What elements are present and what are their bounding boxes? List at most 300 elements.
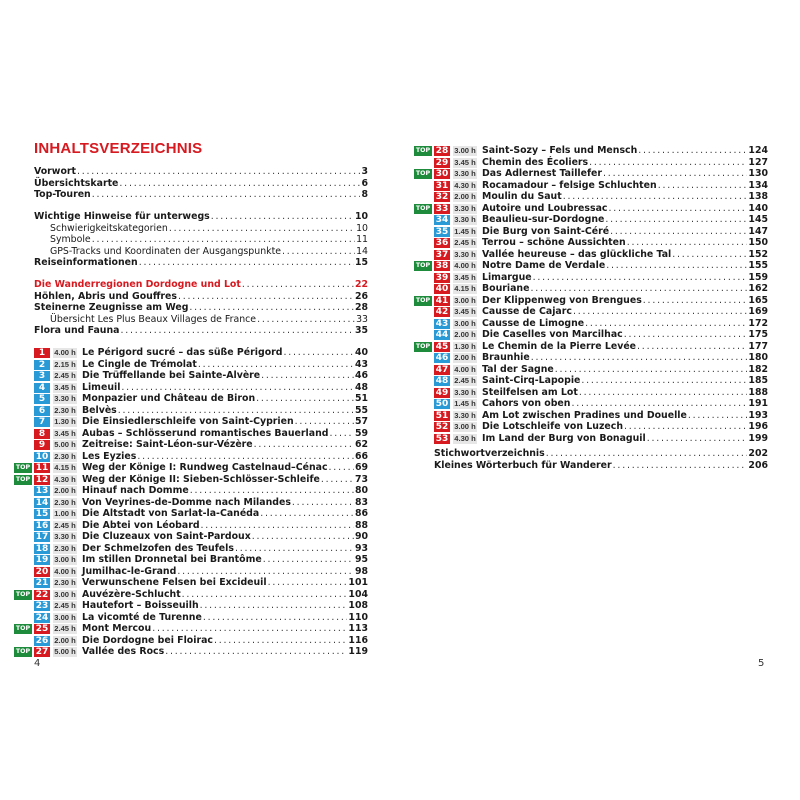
tour-duration: 3.00 h [454, 318, 476, 328]
tour-entry[interactable] [414, 295, 768, 307]
tour-page: 191 [748, 398, 768, 409]
tour-page: 119 [348, 646, 368, 657]
leader-dots [137, 451, 354, 463]
tour-title: Weg der Könige II: Sieben-Schlösser-Schleife [82, 473, 320, 485]
tour-number-badge: 35 [435, 226, 449, 237]
entry-title: Flora und Fauna [34, 325, 120, 336]
tour-entry[interactable] [14, 347, 368, 359]
tour-title: Notre Dame de Verdale [482, 260, 606, 271]
leader-dots [283, 347, 353, 359]
tour-duration: 3.00 h [454, 422, 476, 431]
tour-entry[interactable] [14, 646, 368, 658]
tour-number-badge: 15 [35, 509, 49, 519]
tour-page: 182 [748, 363, 768, 375]
hints-list [34, 211, 368, 269]
tour-entry[interactable] [14, 474, 368, 486]
tour-page: 116 [348, 634, 368, 646]
tour-duration: 1.45 h [454, 226, 476, 236]
tour-title: Die Altstadt von Sarlat-la-Canéda [82, 508, 260, 519]
tour-title: Die Lotschleife von Luzech [482, 421, 623, 432]
tour-title: Belvès [82, 404, 117, 416]
tour-number-badge: 28 [435, 146, 449, 156]
tour-duration: 3.30 h [454, 249, 476, 259]
leader-dots [603, 168, 747, 180]
toc-entry[interactable] [34, 223, 368, 235]
tour-entry[interactable] [14, 393, 368, 405]
tour-title: Vallée heureuse – das glückliche Tal [482, 248, 672, 260]
toc-entry[interactable] [34, 178, 368, 190]
toc-entry[interactable] [434, 448, 768, 460]
top-tour-badge: TOP [415, 204, 431, 212]
tour-title: Weg der Könige I: Rundweg Castelnaud–Cénac [82, 462, 328, 473]
tour-title: Le Cingle de Trémolat [82, 358, 197, 370]
tour-entry[interactable] [414, 318, 768, 330]
tour-number-badge: 4 [34, 383, 50, 393]
tour-number-badge: 36 [435, 238, 449, 248]
tour-duration: 2.45 h [54, 601, 76, 610]
entry-title: Übersichtskarte [34, 177, 119, 189]
tour-number-badge: 41 [435, 295, 449, 306]
top-tour-badge: TOP [415, 147, 431, 154]
tour-entry[interactable] [414, 272, 768, 284]
tour-title: Im Land der Burg von Bonaguil [482, 432, 646, 444]
entry-page: 33 [356, 313, 368, 325]
tour-title: Causse de Cajarc [482, 306, 572, 317]
tour-page: 193 [748, 409, 768, 421]
toc-entry[interactable] [34, 166, 368, 178]
tour-entry[interactable] [14, 589, 368, 601]
tour-entry[interactable] [414, 157, 768, 169]
tour-number-badge: 37 [435, 249, 449, 260]
entry-title: Stichwortverzeichnis [434, 448, 545, 459]
tour-entry[interactable] [414, 214, 768, 226]
tour-page: 180 [748, 352, 768, 363]
tour-title: Monpazier und Château de Biron [82, 393, 256, 404]
tour-page: 188 [748, 386, 768, 398]
tour-duration: 3.30 h [454, 169, 476, 178]
tour-duration: 4.30 h [454, 180, 476, 190]
entry-page: 3 [361, 166, 368, 177]
tour-duration: 3.45 h [54, 428, 76, 438]
tour-title: Causse de Limogne [482, 317, 585, 329]
top-tour-badge: TOP [415, 170, 431, 177]
leader-dots [555, 364, 748, 376]
leader-dots [211, 211, 354, 223]
tour-number-badge: 30 [435, 169, 449, 179]
tour-duration: 2.30 h [54, 497, 76, 507]
toc-entry[interactable] [34, 211, 368, 223]
tour-title: Limargue [482, 271, 532, 283]
page-title: INHALTSVERZEICHNIS [34, 140, 203, 157]
tour-number-badge: 8 [34, 429, 50, 439]
tour-entry[interactable] [14, 623, 368, 635]
tour-number-badge: 6 [34, 406, 50, 416]
tour-title: Die Cluzeaux von Saint-Pardoux [82, 531, 251, 542]
entry-page: 22 [354, 279, 368, 290]
leader-dots [546, 448, 748, 460]
tour-number-badge: 43 [435, 318, 449, 329]
tour-number-badge: 25 [35, 624, 49, 634]
tour-entry[interactable] [414, 433, 768, 445]
tour-duration: 4.30 h [454, 433, 476, 443]
tour-page: 162 [748, 283, 768, 294]
toc-entry[interactable] [34, 325, 368, 337]
tour-number-badge: 52 [435, 422, 449, 432]
entry-page: 11 [356, 234, 368, 245]
leader-dots [606, 260, 747, 272]
leader-dots [579, 387, 748, 399]
tour-title: Terrou – schöne Aussichten [482, 237, 626, 248]
tour-entry[interactable] [14, 554, 368, 566]
tour-entry[interactable] [414, 168, 768, 180]
leader-dots [605, 214, 747, 226]
tour-entry[interactable] [414, 237, 768, 249]
tour-duration: 4.00 h [54, 566, 76, 576]
tour-entry[interactable] [14, 462, 368, 474]
tour-duration: 2.00 h [454, 353, 476, 362]
tour-duration: 4.00 h [54, 348, 76, 357]
leader-dots [169, 223, 355, 235]
tour-duration: 4.15 h [454, 284, 476, 293]
leader-dots [658, 180, 748, 192]
tour-duration: 3.00 h [54, 612, 76, 622]
leader-dots [235, 543, 354, 555]
tour-duration: 4.00 h [454, 261, 476, 270]
tour-entry[interactable] [414, 421, 768, 433]
leader-dots [282, 246, 355, 258]
tour-number-badge: 40 [435, 284, 449, 294]
entry-title: Wichtige Hinweise für unterwegs [34, 211, 210, 222]
tour-number-badge: 24 [35, 612, 49, 623]
tour-page: 199 [748, 432, 768, 444]
tour-title: La vicomté de Turenne [82, 611, 202, 623]
tour-number-badge: 19 [35, 555, 49, 565]
tour-duration: 3.30 h [454, 410, 476, 420]
tour-title: Am Lot zwischen Pradines und Douelle [482, 409, 687, 421]
tour-duration: 3.30 h [454, 215, 476, 224]
tour-page: 185 [748, 375, 768, 386]
tour-duration: 2.15 h [54, 359, 76, 369]
tour-entry[interactable] [414, 352, 768, 364]
tour-title: Saint-Sozy – Fels und Mensch [482, 145, 638, 156]
tour-duration: 2.30 h [54, 451, 76, 461]
tour-entry[interactable] [14, 635, 368, 647]
tour-entry[interactable] [14, 497, 368, 509]
tour-entry[interactable] [14, 543, 368, 555]
tour-page: 145 [748, 214, 768, 225]
entry-title: Top-Touren [34, 189, 91, 200]
tour-number-badge: 53 [435, 433, 449, 444]
leader-dots [608, 203, 747, 215]
tour-duration: 2.00 h [54, 635, 76, 645]
top-tour-badge: TOP [15, 475, 31, 483]
top-tour-badge: TOP [415, 262, 431, 269]
tour-number-badge: 46 [435, 353, 449, 363]
entry-page: 15 [354, 257, 368, 268]
tour-page: 104 [348, 588, 368, 600]
leader-dots [119, 178, 360, 190]
tour-duration: 2.30 h [54, 543, 76, 553]
leader-dots [573, 306, 747, 318]
tour-entry[interactable] [14, 485, 368, 497]
tour-title: Mont Mercou [82, 623, 152, 634]
tour-title: Aubas – Schlösserund romantisches Bauerland [82, 427, 329, 439]
tour-title: Bouriane [482, 283, 530, 294]
tour-page: 101 [348, 577, 368, 588]
leader-dots [321, 474, 354, 486]
tour-number-badge: 32 [435, 192, 449, 202]
tour-entry[interactable] [414, 341, 768, 353]
leader-dots [92, 234, 355, 246]
entry-title: Vorwort [34, 166, 77, 177]
tour-duration: 3.00 h [454, 295, 476, 305]
tour-page: 113 [348, 623, 368, 634]
tour-entry[interactable] [414, 329, 768, 341]
tour-duration: 1.30 h [454, 341, 476, 351]
leader-dots [139, 257, 354, 269]
tour-entry[interactable] [14, 531, 368, 543]
leader-dots [292, 497, 354, 509]
entry-page: 28 [354, 302, 368, 313]
tour-entry[interactable] [414, 249, 768, 261]
leader-dots [256, 393, 354, 405]
leader-dots [647, 433, 748, 445]
leader-dots [637, 341, 747, 353]
leader-dots [200, 600, 348, 612]
entry-title: Reiseinformationen [34, 257, 138, 268]
entry-page: 202 [748, 448, 768, 459]
tour-entry[interactable] [414, 306, 768, 318]
tour-page: 175 [748, 329, 768, 340]
tour-title: Verwunschene Felsen bei Excideuil [82, 577, 267, 588]
tour-page: 43 [354, 358, 368, 370]
tours-list [414, 145, 768, 444]
leader-dots [165, 646, 347, 658]
tour-title: Die Einsiedlerschleife von Saint-Cyprien [82, 416, 294, 427]
tour-number-badge: 16 [35, 520, 49, 531]
entry-page: 35 [354, 325, 368, 336]
tour-duration: 5.00 h [54, 647, 76, 656]
tour-page: 40 [354, 347, 368, 358]
tour-entry[interactable] [14, 577, 368, 589]
toc-entry[interactable] [34, 257, 368, 269]
tour-page: 110 [348, 611, 368, 623]
tour-entry[interactable] [14, 612, 368, 624]
tour-entry[interactable] [14, 439, 368, 451]
leader-dots [329, 428, 353, 440]
leader-dots [672, 249, 747, 261]
tour-title: Der Schmelzofen des Teufels [82, 542, 234, 554]
tour-title: Hautefort – Boisseuilh [82, 600, 199, 611]
tour-duration: 3.30 h [54, 532, 76, 541]
tour-number-badge: 11 [35, 463, 49, 473]
tour-number-badge: 1 [34, 348, 50, 358]
tour-entry[interactable] [14, 359, 368, 371]
tour-number-badge: 31 [435, 180, 449, 191]
tour-number-badge: 9 [34, 440, 50, 450]
tour-entry[interactable] [414, 260, 768, 272]
tour-title: Limeuil [82, 381, 121, 393]
leader-dots [189, 302, 354, 314]
tour-entry[interactable] [14, 382, 368, 394]
tour-page: 172 [748, 317, 768, 329]
tour-number-badge: 12 [35, 474, 49, 485]
leader-dots [624, 421, 747, 433]
tour-duration: 2.30 h [54, 405, 76, 415]
leader-dots [563, 191, 748, 203]
page-number: 4 [34, 658, 41, 669]
tour-duration: 4.15 h [54, 463, 76, 472]
tour-page: 95 [354, 554, 368, 565]
tour-page: 62 [354, 439, 368, 450]
leader-dots [571, 398, 747, 410]
toc-entry[interactable] [34, 314, 368, 326]
leader-dots [201, 520, 354, 532]
tour-title: Die Caselles von Marcilhac [482, 329, 623, 340]
tour-title: Von Veyrines-de-Domme nach Milandes [82, 496, 291, 508]
leader-dots [643, 295, 748, 307]
toc-entry[interactable] [434, 460, 768, 472]
entry-page: 6 [361, 177, 368, 189]
tour-duration: 2.45 h [54, 520, 76, 530]
tour-entry[interactable] [414, 203, 768, 215]
leader-dots [92, 189, 361, 201]
tour-entry[interactable] [414, 364, 768, 376]
tour-page: 159 [748, 271, 768, 283]
tour-number-badge: 13 [35, 486, 49, 496]
tour-number-badge: 34 [435, 215, 449, 225]
leader-dots [688, 410, 748, 422]
leader-dots [257, 314, 355, 326]
tour-number-badge: 26 [35, 635, 49, 646]
tour-entry[interactable] [14, 600, 368, 612]
entry-page: 14 [356, 245, 368, 257]
leader-dots [589, 157, 747, 169]
tour-page: 55 [354, 404, 368, 416]
tour-page: 147 [748, 225, 768, 237]
tour-entry[interactable] [414, 387, 768, 399]
tour-title: Hinauf nach Domme [82, 485, 189, 496]
entry-page: 10 [356, 222, 368, 234]
tour-number-badge: 14 [35, 497, 49, 508]
tour-number-badge: 44 [435, 330, 449, 340]
leader-dots [242, 279, 354, 291]
tour-duration: 4.30 h [54, 474, 76, 484]
tour-number-badge: 17 [35, 532, 49, 542]
toc-entry[interactable] [34, 246, 368, 258]
tour-page: 48 [354, 381, 368, 393]
tour-entry[interactable] [14, 520, 368, 532]
tour-number-badge: 5 [34, 394, 50, 404]
leader-dots [581, 375, 747, 387]
tour-number-badge: 33 [435, 203, 449, 214]
tour-page: 130 [748, 168, 768, 179]
tour-entry[interactable] [14, 370, 368, 382]
tour-entry[interactable] [414, 398, 768, 410]
toc-entry[interactable] [34, 189, 368, 201]
tour-page: 127 [748, 156, 768, 168]
tour-entry[interactable] [14, 451, 368, 463]
leader-dots [261, 370, 354, 382]
toc-entry[interactable] [34, 302, 368, 314]
tour-duration: 3.00 h [454, 146, 476, 155]
tour-page: 152 [748, 248, 768, 260]
toc-entry[interactable] [34, 279, 368, 291]
tour-duration: 3.45 h [54, 382, 76, 392]
tour-entry[interactable] [14, 428, 368, 440]
tour-page: 83 [354, 496, 368, 508]
tour-entry[interactable] [414, 375, 768, 387]
tour-entry[interactable] [414, 283, 768, 295]
tour-duration: 3.00 h [54, 555, 76, 564]
leader-dots [198, 359, 354, 371]
tour-number-badge: 21 [35, 578, 49, 588]
toc-entry[interactable] [34, 291, 368, 303]
leader-dots [120, 325, 354, 337]
leader-dots [177, 566, 354, 578]
tour-page: 46 [354, 370, 368, 381]
tour-entry[interactable] [414, 410, 768, 422]
tour-page: 124 [748, 145, 768, 156]
tour-title: Le Périgord sucré – das süße Périgord [82, 347, 283, 358]
tour-entry[interactable] [14, 405, 368, 417]
top-tour-badge: TOP [15, 590, 31, 598]
tour-number-badge: 10 [35, 451, 49, 462]
toc-entry[interactable] [34, 234, 368, 246]
tour-title: Cahors von oben [482, 398, 571, 409]
leader-dots [77, 166, 360, 178]
tour-number-badge: 47 [435, 364, 449, 375]
tour-duration: 3.30 h [454, 387, 476, 397]
tour-page: 108 [348, 600, 368, 611]
tour-page: 155 [748, 260, 768, 271]
tour-title: Die Trüffellande bei Sainte-Alvère [82, 370, 261, 381]
tour-entry[interactable] [414, 191, 768, 203]
tour-title: Die Burg von Saint-Céré [482, 225, 610, 237]
tour-entry[interactable] [414, 180, 768, 192]
tour-title: Auvézère-Schlucht [82, 588, 181, 600]
entry-title: Schwierigkeitskategorien [50, 222, 168, 234]
leader-dots [182, 589, 348, 601]
leader-dots [638, 145, 747, 157]
tour-duration: 1.45 h [454, 399, 476, 408]
page-number: 5 [758, 658, 765, 669]
tour-entry[interactable] [14, 508, 368, 520]
entry-title: Höhlen, Abris und Gouffres [34, 290, 177, 302]
tour-title: Les Eyzies [82, 450, 137, 462]
tour-page: 88 [354, 519, 368, 531]
tour-title: Saint-Cirq-Lapopie [482, 375, 581, 386]
leader-dots [190, 485, 354, 497]
tour-number-badge: 18 [35, 543, 49, 554]
tour-page: 90 [354, 531, 368, 542]
tour-entry[interactable] [14, 566, 368, 578]
tour-entry[interactable] [14, 416, 368, 428]
entry-page: 10 [354, 211, 368, 222]
leader-dots [613, 460, 748, 472]
tour-page: 69 [354, 462, 368, 473]
tour-number-badge: 22 [35, 589, 49, 600]
tour-entry[interactable] [414, 226, 768, 238]
tour-title: Le Chemin de la Pierre Levée [482, 340, 637, 352]
tour-title: Chemin des Écoliers [482, 156, 589, 168]
tour-title: Der Klippenweg von Brengues [482, 294, 642, 306]
entry-page: 26 [354, 290, 368, 302]
entry-title: Symbole [50, 234, 91, 245]
tour-duration: 4.00 h [454, 364, 476, 374]
tour-duration: 2.45 h [54, 371, 76, 380]
tour-entry[interactable] [414, 145, 768, 157]
